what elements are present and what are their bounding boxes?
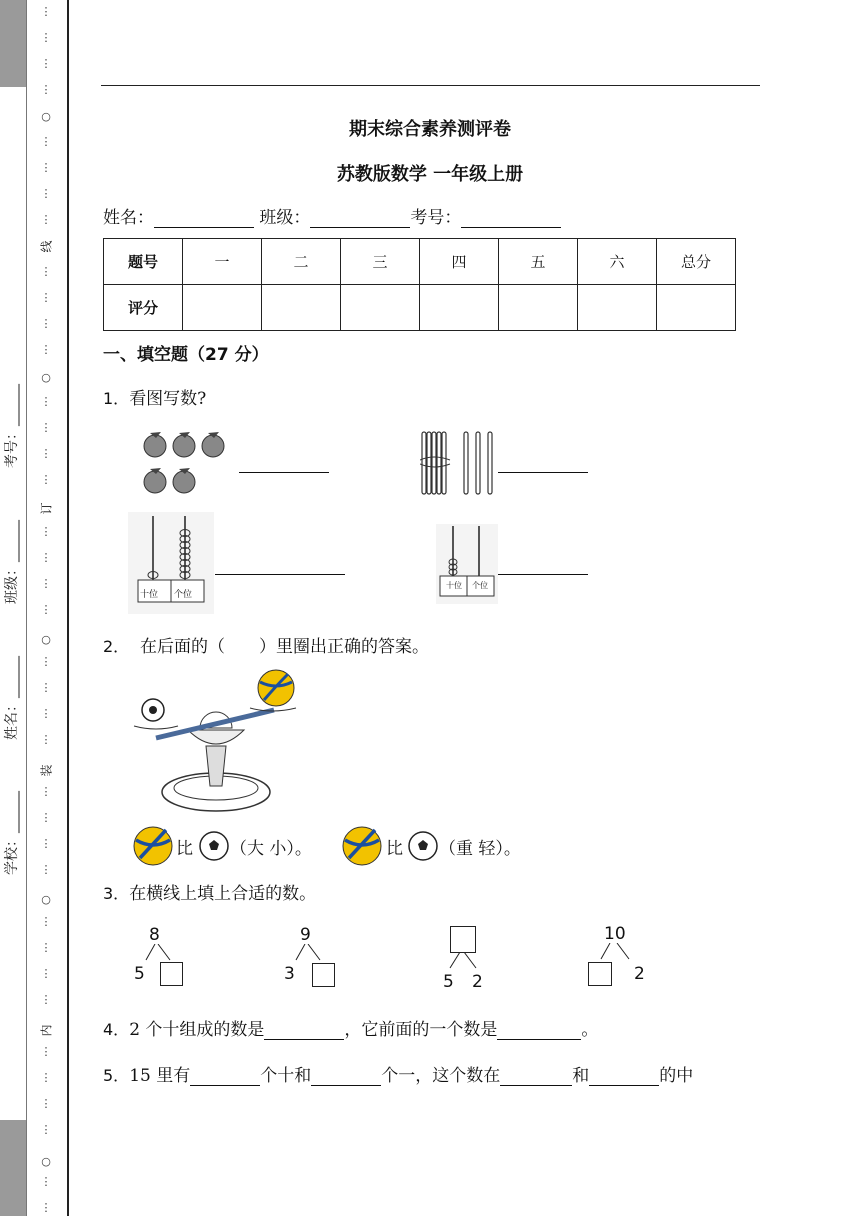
question-text: 2 个十组成的数是 [129,1020,265,1040]
cut-dot: ⋮ [40,707,52,720]
student-examno-field: 考号：______ [4,384,20,468]
exam-title: 期末综合素养测评卷 [349,119,511,140]
answer-blank[interactable] [311,1067,381,1086]
table-cell: 三 [341,239,420,285]
question-text: ，它前面的一个数是 [344,1020,498,1040]
answer-box[interactable] [160,962,183,986]
cut-dot: ⋮ [40,603,52,616]
cut-dot: ⋮ [40,1045,52,1058]
question-2 [103,632,429,657]
peach-image [140,428,232,500]
cut-dot: ⋮ [40,1201,52,1214]
answer-blank[interactable] [500,1067,572,1086]
margin-line-thick [67,0,69,1216]
table-cell: 五 [499,239,578,285]
cut-dot: ⋮ [40,551,52,564]
abacus-ones-label: 个位 [472,581,488,590]
class-blank[interactable] [310,209,410,228]
question-text: 看图写数? [129,389,207,409]
answer-blank-abacus-1[interactable] [215,574,345,575]
student-info-line [103,203,561,228]
soccer-ball-icon [198,830,230,862]
cut-dot: ⋮ [40,785,52,798]
question-5 [103,1061,693,1086]
score-cell[interactable] [657,285,736,331]
cut-dot: ⋮ [40,161,52,174]
score-table [103,238,736,331]
cut-dot: ⋮ [40,1071,52,1084]
decomp-branch-lines [595,943,645,963]
decomp-left: 5 [443,972,454,992]
decomp-right: 2 [472,972,483,992]
cut-dot: ⋮ [40,811,52,824]
cut-dot: ⋮ [40,187,52,200]
cut-circle: ○ [41,1155,51,1168]
answer-blank-abacus-2[interactable] [498,574,588,575]
cut-dot: ⋮ [40,421,52,434]
cut-dot: ⋮ [40,343,52,356]
exam-no-label: 考号： [410,208,462,228]
cut-dot: ⋮ [40,317,52,330]
score-cell[interactable] [341,285,420,331]
table-cell: 四 [420,239,499,285]
sticks-image [420,428,500,498]
score-cell[interactable] [420,285,499,331]
answer-blank[interactable] [264,1021,344,1040]
table-cell: 总分 [657,239,736,285]
cut-dot: ⋮ [40,681,52,694]
question-text: 15 里有 [129,1066,191,1086]
table-cell: 评分 [104,285,183,331]
cut-dot: ⋮ [40,213,52,226]
answer-blank-sticks[interactable] [498,472,588,473]
question-number: 1． [103,389,130,408]
student-class-field: 班级：______ [4,520,20,604]
answer-box[interactable] [450,926,476,953]
cut-dot: ⋮ [40,525,52,538]
compare-options-weight[interactable]: （重 轻）。 [439,839,521,859]
score-cell[interactable] [262,285,341,331]
decomp-branch-lines [140,944,190,964]
cut-dot: ⋮ [40,1175,52,1188]
bind-label-ding: 订 [39,502,54,515]
score-cell[interactable] [578,285,657,331]
student-school-field: 学校：______ [4,791,20,875]
exam-subtitle: 苏教版数学 一年级上册 [336,164,524,185]
question-number: 4． [103,1020,130,1039]
cut-dot: ⋮ [40,473,52,486]
abacus-tens-label: 十位 [140,590,159,600]
decomp-right: 2 [634,964,645,984]
cut-dot: ⋮ [40,733,52,746]
decomp-left: 3 [284,964,295,984]
soccer-ball-icon [407,830,439,862]
answer-box[interactable] [312,963,335,987]
name-blank[interactable] [154,209,254,228]
cut-dot: ⋮ [40,655,52,668]
cut-circle: ○ [41,633,51,646]
question-text: 的中 [659,1066,694,1086]
bind-label-nei: 内 [39,1024,54,1037]
answer-box[interactable] [588,962,612,986]
cut-dot: ⋮ [40,837,52,850]
compare-word: 比 [176,839,193,859]
header-rule [101,85,760,86]
volleyball-icon [132,826,174,866]
compare-options-size[interactable]: （大 小）。 [230,839,312,859]
answer-blank[interactable] [190,1067,260,1086]
balance-scale-image [128,668,308,816]
question-number: 2． [103,637,130,656]
answer-blank-peach[interactable] [239,472,329,473]
abacus-tens-label: 十位 [446,581,462,590]
volleyball-icon [341,826,383,866]
score-table-header-row [104,239,736,285]
question-number: 5． [103,1066,130,1085]
decomp-branch-lines [440,952,490,972]
decomp-left: 5 [134,964,145,984]
cut-dot: ⋮ [40,941,52,954]
cut-circle: ○ [41,893,51,906]
cut-dot: ⋮ [40,863,52,876]
cut-dot: ⋮ [40,265,52,278]
cut-dot: ⋮ [40,447,52,460]
section-heading: 一、填空题（27 分） [103,345,269,365]
cut-dot: ⋮ [40,915,52,928]
question-text: 。 [581,1020,599,1040]
cut-dot: ⋮ [40,31,52,44]
margin-gray-top [0,0,26,87]
question-number: 3． [103,884,130,903]
decomp-top: 8 [149,925,160,945]
cut-dot: ⋮ [40,577,52,590]
cut-dot: ⋮ [40,291,52,304]
cut-dot: ⋮ [40,1097,52,1110]
question-text: 个一，这个数在 [381,1066,501,1086]
cut-dot: ⋮ [40,1123,52,1136]
score-cell[interactable] [183,285,262,331]
score-cell[interactable] [499,285,578,331]
cut-circle: ○ [41,371,51,384]
cut-circle: ○ [41,110,51,123]
exam-no-blank[interactable] [461,209,561,228]
question-text: 在后面的（ ）里圈出正确的答案。 [140,637,429,657]
table-cell: 题号 [104,239,183,285]
answer-blank[interactable] [589,1067,659,1086]
decomp-top: 10 [604,924,626,944]
question-4 [103,1015,598,1040]
decomp-branch-lines [290,944,340,964]
question-text: 个十和 [260,1066,312,1086]
cut-dot: ⋮ [40,83,52,96]
bind-label-xian: 线 [39,240,54,253]
cut-dot: ⋮ [40,5,52,18]
table-cell: 六 [578,239,657,285]
margin-line-thin [26,0,27,1216]
cut-dot: ⋮ [40,993,52,1006]
student-name-field: 姓名：______ [4,656,20,740]
abacus-image-2 [436,524,498,604]
name-label: 姓名： [103,208,154,228]
answer-blank[interactable] [497,1021,581,1040]
bind-label-zhuang: 装 [39,764,54,777]
question-text: 在横线上填上合适的数。 [129,884,317,904]
question-3 [103,879,316,904]
cut-dot: ⋮ [40,135,52,148]
decomp-top: 9 [300,925,311,945]
cut-dot: ⋮ [40,967,52,980]
abacus-ones-label: 个位 [174,590,193,600]
cut-dot: ⋮ [40,57,52,70]
compare-word: 比 [386,839,403,859]
class-label: 班级： [259,208,311,228]
question-text: 和 [572,1066,590,1086]
table-cell: 二 [262,239,341,285]
table-cell: 一 [183,239,262,285]
score-table-score-row [104,285,736,331]
margin-gray-bottom [0,1120,26,1216]
cut-dot: ⋮ [40,395,52,408]
question-1 [103,384,206,409]
